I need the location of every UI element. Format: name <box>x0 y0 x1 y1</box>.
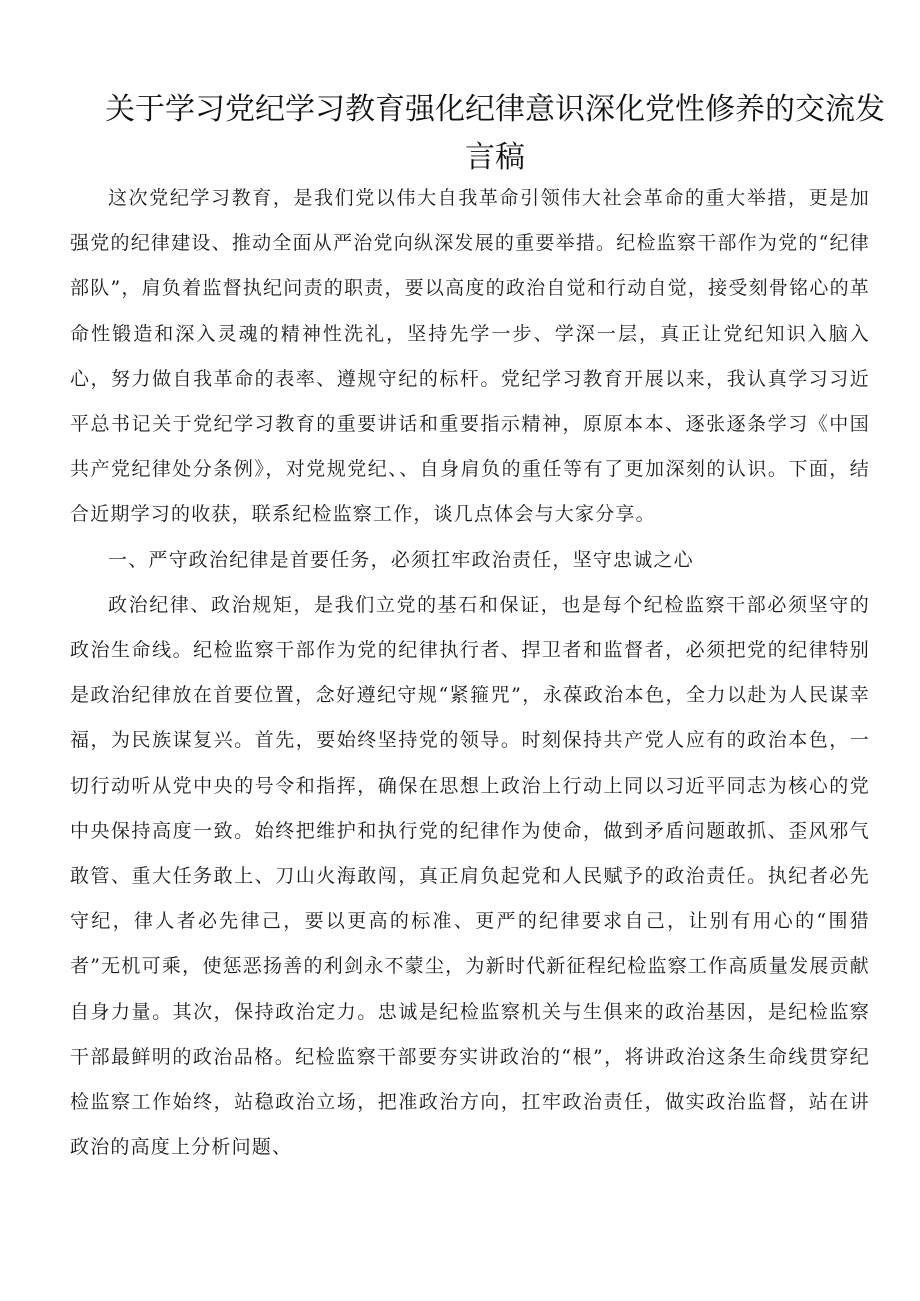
section-1-paragraph: 政治纪律、政治规矩，是我们立党的基石和保证，也是每个纪检监察干部必须坚守的政治生命线。纪检监察干部作为党的纪律执行者、捍卫者和监督者，必须把党的纪律特别是政治纪律放在首要位置，念好遵纪守规“紧箍咒”，永葆政治本色，全力以赴为人民谋幸福，为民族谋复兴。首先，要始终坚持党的领导。时刻保持共产党人应有的政治本色，一切行动听从党中央的号令和指挥，确保在思想上政治上行动上同以习近平同志为核心的党中央保持高度一致。始终把维护和执行党的纪律作为使命，做到矛盾问题敢抓、歪风邪气敢管、重大任务敢上、刀山火海敢闯，真正肩负起党和人民赋予的政治责任。执纪者必先守纪，律人者必先律己，要以更高的标准、更严的纪律要求自己，让别有用心的“围猎者”无机可乘，使惩恶扬善的利剑永不蒙尘，为新时代新征程纪检监察工作高质量发展贡献自身力量。其次，保持政治定力。忠诚是纪检监察机关与生俱来的政治基因，是纪检监察干部最鲜明的政治品格。纪检监察干部要夯实讲政治的“根”，将讲政治这条生命线贯穿纪检监察工作始终，站稳政治立场，把准政治方向，扛牢政治责任，做实政治监督，站在讲政治的高度上分析问题、 <box>70 593 870 1159</box>
intro-paragraph: 这次党纪学习教育，是我们党以伟大自我革命引领伟大社会革命的重大举措，更是加强党的纪律建设、推动全面从严治党向纵深发展的重要举措。纪检监察干部作为党的“纪律部队”，肩负着监督执纪问责的职责，要以高度的政治自觉和行动自觉，接受刻骨铭心的革命性锻造和深入灵魂的精神性洗礼，坚持先学一步、学深一层，真正让党纪知识入脑入心，努力做自我革命的表率、遵规守纪的标杆。党纪学习教育开展以来，我认真学习习近平总书记关于党纪学习教育的重要讲话和重要指示精神，原原本本、逐张逐条学习《中国共产党纪律处分条例》，对党规党纪、、自身肩负的重任等有了更加深刻的认识。下面，结合近期学习的收获，联系纪检监察工作，谈几点体会与大家分享。 <box>70 187 870 526</box>
document-title: 关于学习党纪学习教育强化纪律意识深化党性修养的交流发言稿 <box>105 92 885 175</box>
section-1-heading: 一、严守政治纪律是首要任务，必须扛牢政治责任，坚守忠诚之心 <box>108 548 694 571</box>
document-body <box>70 176 870 1170</box>
